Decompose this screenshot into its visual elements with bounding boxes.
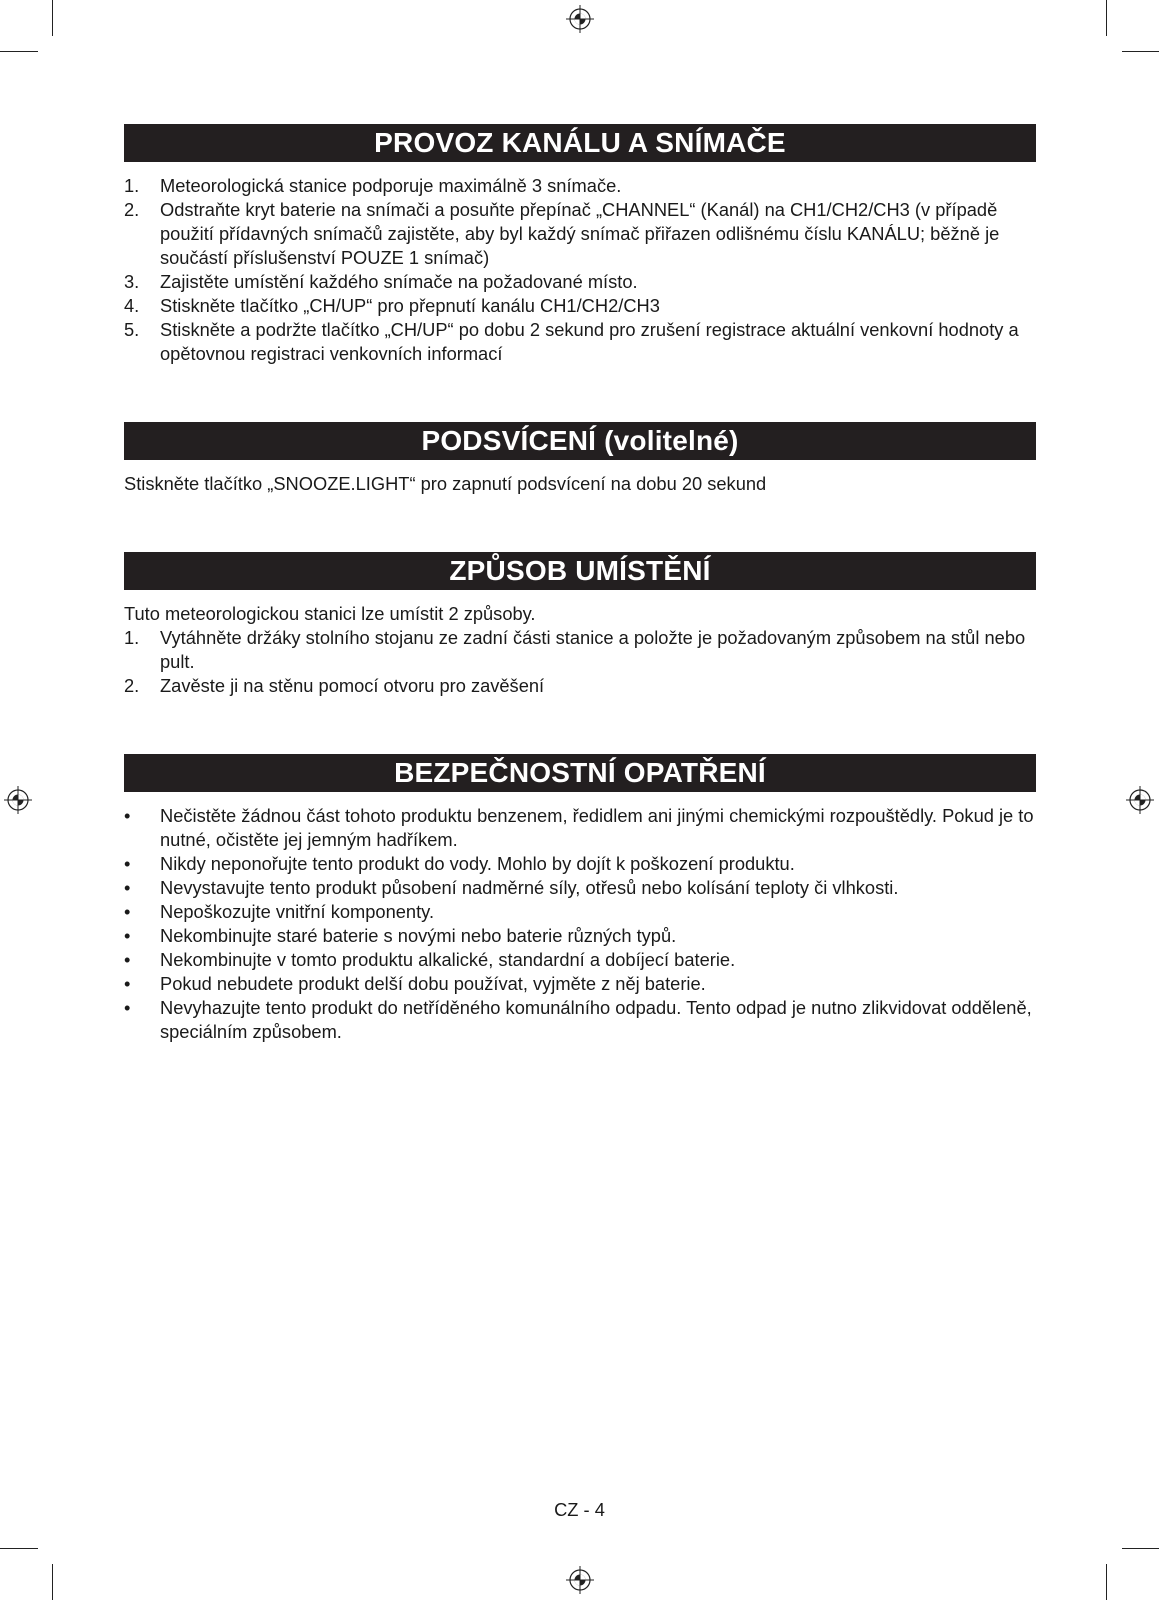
list-marker: 1. — [124, 627, 140, 648]
list-item — [124, 996, 1036, 1044]
list-marker: 2. — [124, 199, 140, 220]
list-marker: • — [124, 805, 131, 826]
list-item — [124, 876, 1036, 900]
crop-mark-top-right-vertical — [1106, 0, 1107, 36]
crop-mark-bottom-left-vertical — [52, 1564, 53, 1600]
list-marker: 1. — [124, 175, 140, 196]
registration-mark-icon — [1126, 786, 1154, 814]
crop-mark-top-left-horizontal — [0, 51, 38, 52]
list-item-text: Nekombinujte staré baterie s novými nebo baterie různých typů. — [160, 925, 677, 946]
section-body — [124, 804, 1036, 1044]
registration-mark-icon — [566, 5, 594, 33]
list-item — [124, 900, 1036, 924]
crop-mark-bottom-left-horizontal — [0, 1548, 38, 1549]
list-item — [124, 804, 1036, 852]
list-item — [124, 198, 1036, 270]
registration-mark-icon — [4, 786, 32, 814]
list-marker: 2. — [124, 675, 140, 696]
list-item — [124, 924, 1036, 948]
list-item-text: Nevystavujte tento produkt působení nadměrné síly, otřesů nebo kolísání teploty či vlhkosti. — [160, 877, 899, 898]
list-item — [124, 294, 1036, 318]
list-marker: • — [124, 949, 131, 970]
list-marker: • — [124, 997, 131, 1018]
section-body — [124, 472, 1036, 496]
list-marker: 3. — [124, 271, 140, 292]
list-marker: • — [124, 877, 131, 898]
section-intro: Tuto meteorologickou stanici lze umístit 2 způsoby. — [124, 603, 536, 624]
list-marker: • — [124, 973, 131, 994]
list-item — [124, 674, 1036, 698]
list-item — [124, 626, 1036, 674]
page-number: CZ - 4 — [554, 1499, 605, 1520]
crop-mark-bottom-right-vertical — [1106, 1564, 1107, 1600]
list-item-text: Nepoškozujte vnitřní komponenty. — [160, 901, 435, 922]
list-item-text: Nekombinujte v tomto produktu alkalické, standardní a dobíjecí baterie. — [160, 949, 736, 970]
section-body — [124, 174, 1036, 366]
list-item-text: Nečistěte žádnou část tohoto produktu benzenem, ředidlem ani jinými chemickými rozpouštědly. Pokud je to nutné, očistěte jej jemným hadříkem. — [160, 805, 1034, 850]
list-item — [124, 174, 1036, 198]
list-item-text: Stiskněte tlačítko „CH/UP“ pro přepnutí kanálu CH1/CH2/CH3 — [160, 295, 660, 316]
list-item-text: Nevyhazujte tento produkt do netříděného komunálního odpadu. Tento odpad je nutno zlikvidovat odděleně, speciálním způsobem. — [160, 997, 1032, 1042]
list-item-text: Meteorologická stanice podporuje maximálně 3 snímače. — [160, 175, 622, 196]
bullet-list — [124, 804, 1036, 1044]
list-item-text: Zavěste ji na stěnu pomocí otvoru pro zavěšení — [160, 675, 545, 696]
list-marker: 4. — [124, 295, 140, 316]
list-item — [124, 972, 1036, 996]
list-item-text: Vytáhněte držáky stolního stojanu ze zadní části stanice a položte je požadovaným způsobem na stůl nebo pult. — [160, 627, 1026, 672]
section-placement — [124, 552, 1036, 698]
section-backlight — [124, 422, 1036, 496]
list-marker: 5. — [124, 319, 140, 340]
section-title: BEZPEČNOSTNÍ OPATŘENÍ — [124, 754, 1036, 792]
list-marker: • — [124, 901, 131, 922]
crop-mark-top-right-horizontal — [1122, 51, 1159, 52]
list-item — [124, 852, 1036, 876]
section-title: PODSVÍCENÍ (volitelné) — [124, 422, 1036, 460]
crop-mark-bottom-right-horizontal — [1122, 1548, 1159, 1549]
section-channel-sensor — [124, 124, 1036, 366]
list-item-text: Stiskněte a podržte tlačítko „CH/UP“ po dobu 2 sekund pro zrušení registrace aktuální venkovní hodnoty a opětovnou registraci venkovních informací — [160, 319, 1019, 364]
list-item — [124, 948, 1036, 972]
list-item-text: Zajistěte umístění každého snímače na požadované místo. — [160, 271, 638, 292]
list-item-text: Nikdy neponořujte tento produkt do vody. Mohlo by dojít k poškození produktu. — [160, 853, 795, 874]
numbered-list — [124, 626, 1036, 698]
section-title: ZPŮSOB UMÍSTĚNÍ — [124, 552, 1036, 590]
section-title: PROVOZ KANÁLU A SNÍMAČE — [124, 124, 1036, 162]
list-item-text: Odstraňte kryt baterie na snímači a posuňte přepínač „CHANNEL“ (Kanál) na CH1/CH2/CH3 (v případě použití přídavných snímačů zajistěte, aby byl každý snímač přiřazen odlišnému číslu KANÁLU; běžně je součástí příslušenství POUZE 1 snímač) — [160, 199, 1000, 268]
list-item-text: Pokud nebudete produkt delší dobu používat, vyjměte z něj baterie. — [160, 973, 706, 994]
list-item — [124, 318, 1036, 366]
registration-mark-icon — [566, 1566, 594, 1594]
section-body — [124, 602, 1036, 698]
section-safety-precautions — [124, 754, 1036, 1044]
section-intro: Stiskněte tlačítko „SNOOZE.LIGHT“ pro zapnutí podsvícení na dobu 20 sekund — [124, 473, 767, 494]
list-marker: • — [124, 925, 131, 946]
crop-mark-top-left-vertical — [52, 0, 53, 36]
list-marker: • — [124, 853, 131, 874]
numbered-list — [124, 174, 1036, 366]
list-item — [124, 270, 1036, 294]
